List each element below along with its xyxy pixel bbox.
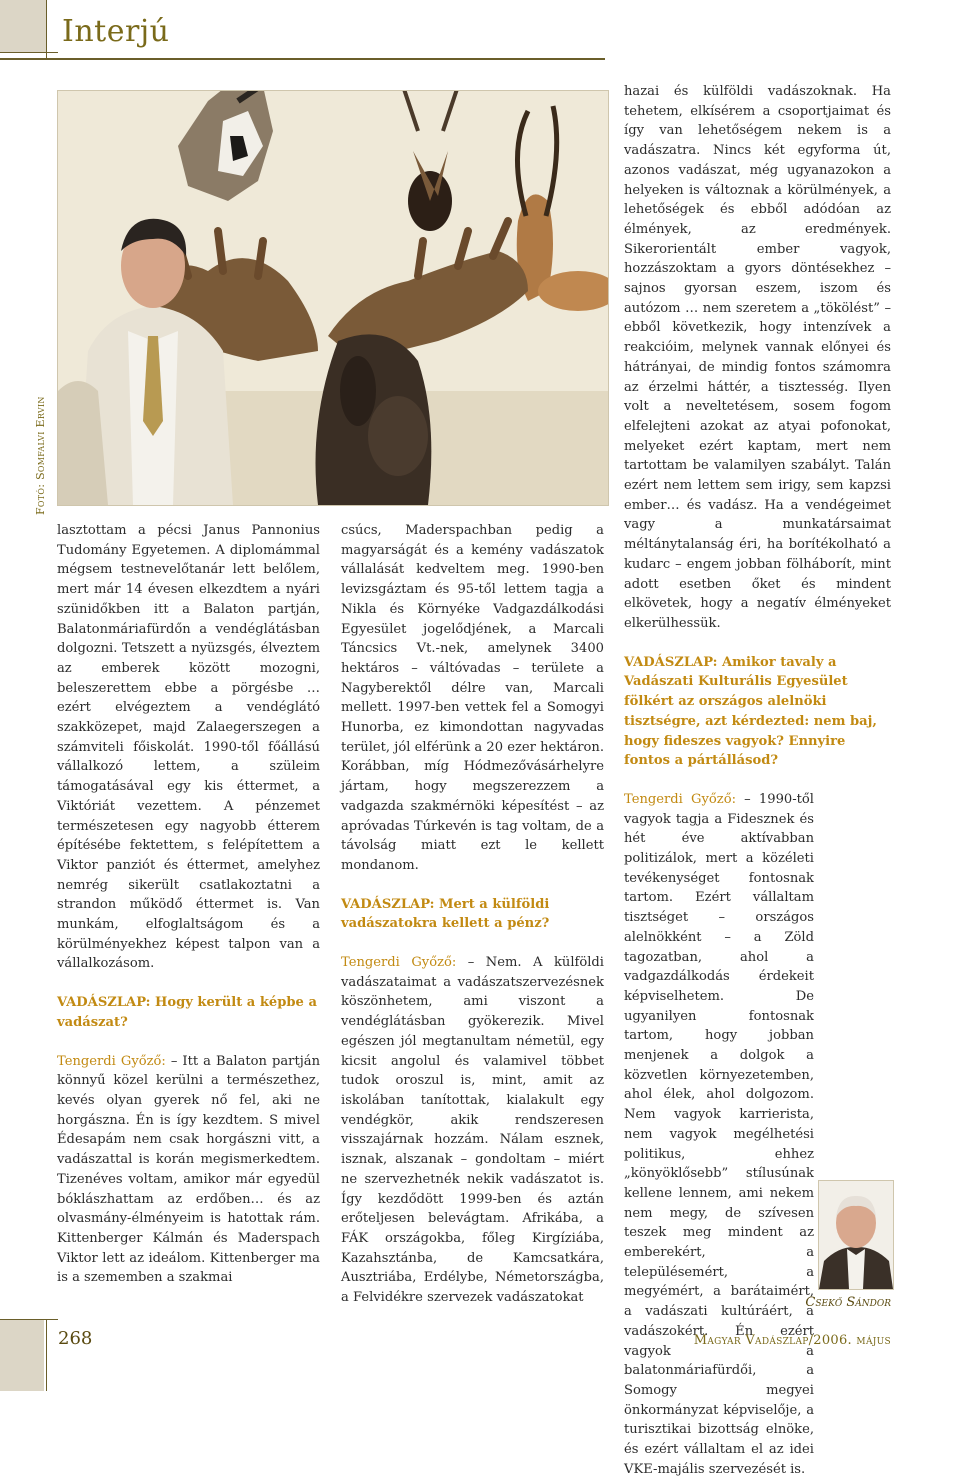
interview-answer bbox=[57, 1052, 320, 1288]
moose-head bbox=[316, 334, 432, 505]
interview-question: VADÁSZLAP: Hogy került a képbe a vadászat? bbox=[57, 995, 317, 1030]
answer-text: – Nem. A külföldi vadászataimat a vadászatszervezésnek köszönhetem, ami viszont a vendéglátásban gyökerezik. Mivel egészen jól megtanultam németül, egy kicsit angolul és valamivel többet tudok oroszul is, mint, amit az iskolában tanítottak, kialakult egy vendégkör, akik rendszeresen visszajárnak hozzám. Nálam esznek, isznak, alszanak – gondoltam – miért ne szervezhetnék nekik vadászatot is. Így kezdődött 1999-ben és aztán erőteljesen belevágtam. Afrikába, a FÁK országokba, főleg Kirgíziába, Kazahsztánba, de Kamcsatkára, Ausztriába, Erdélybe, Németországba, a Felvidékre szervezek vadászatokat bbox=[341, 955, 604, 1306]
footer-rule-vertical bbox=[46, 1319, 47, 1391]
answer-text: – 1990-től vagyok tagja a Fidesznek és hét éve aktívabban politizálok, mert a közéleti tevékenységet fontosnak tartom. Ezért vállaltam tisztséget – országos alelnökként – a Zöld tagozatban, ahol a vadgazdálkodás érdekeit képviselhetem. De ugyanilyen fontosnak tartom, hogy jobban menjenek a dolgok a közvetlen környezetemben, ahol élek, ahol dolgozom. Nem vagyok karrierista, nem vagyok megélhetési politikus, ehhez „könyöklősebb” stílusúnak kellene lennem, ami nekem nem megy, de szívesen teszek meg mindent az emberekért, a településemért, a megyémért, a barátaimért, a vadászati kultúráért, a vadászokért. Én ezért vagyok a balatonmáriafürdői, a Somogy megyei önkormányzat képviselője, a turisztikai bizottság elnöke, és ezért vállaltam el az idei VKE-majális szervezését is. bbox=[624, 791, 814, 1477]
paragraph: hazai és külföldi vadászoknak. Ha tehetem, elkísérem a csoportjaimat és így van lehetőségem nekem is a vadászatra. Nincs két egyforma út, azonos vadászat, még ugyanazokon a helyeken is változnak a körülmények, a lehetőségek és ebből adódóan az élmények, az eredmények. Sikerorientált ember vagyok, hozzászoktam a gyors döntésekhez – sajnos gyorsan eszem, iszom és autózom … nem szeretem a „tökölést” – ebből következik, hogy intenzívek a reakcióim, melynek vannak előnyei és hátrányai, de mindig fontos számomra az érzelmi háttér, a tisztesség. Ilyen volt a neveltetésem, sosem fogom elfelejteni azokat az atyai pofonokat, melyeket ezért kaptam, mert nem tartottam be valamilyen szabályt. Talán ezért nem lettem sem irigy, sem kapzsi ember… és vadász. Ha a vendégeimet vagy a munkatársaimat méltánytalanság éri, ha borítékolható a kudarc – engem jobban fölháborít, mint adott esetben őket és mindent elkövetek, hogy a negatív élményeket elkerülhessük. bbox=[624, 84, 891, 631]
interview-answer bbox=[341, 953, 604, 1308]
interview-question: VADÁSZLAP: Mert a külföldi vadászatokra kellett a pénz? bbox=[341, 896, 550, 932]
author-name: Csekő Sándor bbox=[805, 1295, 891, 1310]
interview-answer bbox=[624, 790, 814, 1480]
corner-rule-vertical bbox=[46, 0, 47, 58]
header-rule bbox=[0, 58, 605, 60]
speaker-name: Tengerdi Győző: bbox=[341, 955, 457, 971]
portrait-illustration bbox=[819, 1181, 893, 1289]
speaker-name: Tengerdi Győző: bbox=[624, 791, 736, 807]
hunting-trophy-photo bbox=[57, 90, 609, 506]
author-portrait bbox=[818, 1180, 894, 1290]
article-column-2 bbox=[341, 521, 604, 1308]
footer-rule-horizontal bbox=[0, 1319, 58, 1320]
footer-decoration bbox=[0, 1319, 44, 1391]
article-column-1 bbox=[57, 521, 320, 1288]
interview-question: VADÁSZLAP: Amikor tavaly a Vadászati Kulturális Egyesület fölkért az országos alelnöki tisztségre, azt kérdezted: nem baj, hogy fideszes vagyok? Ennyire fontos a pártállásod? bbox=[624, 654, 877, 769]
corner-rule-horizontal bbox=[0, 52, 58, 53]
trophy-photo-illustration bbox=[58, 91, 608, 505]
page-number: 268 bbox=[58, 1328, 93, 1349]
paragraph: lasztottam a pécsi Janus Pannonius Tudomány Egyetemen. A diplomámmal mégsem testnevelőtanár lett belőlem, mert már 14 évesen elkezdtem a nyári szünidőkben itt a Balaton partján, Balatonmáriafürdőn a vendéglátásban dolgozni. Tetszett a nyüzsgés, élveztem az emberek között mozogni, beleszerettem ebbe a pörgésbe … ezért elvégeztem a vendéglátó szakközepet, majd Zalaegerszegen a számviteli főiskolát. 1990-től főállású vállalkozó lettem, a szüleim támogatásával egy kis éttermet, a Viktóriát vezettem. A pénzemet természetesen egy nagyobb étterem építésébe fektettem, s felépítettem a Viktor panziót és éttermet, amelyhez nemrég sikerült csatlakoztatni a strandon működő éttermet is. Van munkám, elfoglaltságom és a körülményekhez képest talpon van a vállalkozásom. bbox=[57, 523, 320, 972]
section-title: Interjú bbox=[62, 14, 170, 49]
answer-text: – Itt a Balaton partján könnyű közel kerülni a természethez, kevés olyan gyerek nő fel, aki ne horgászna. Én is így kezdtem. S mivel Édesapám nem csak horgászni vitt, a vadászattal is korán megismerkedtem. Tizenéves voltam, amikor már egyedül bóklászhattam az erdőben… és az olvasmány-élményeim is hatottak rám. Kittenberger Kálmán és Maderspach Viktor lett az ideálom. Kittenberger ma is a szememben a szakmai bbox=[57, 1053, 321, 1286]
corner-decoration bbox=[0, 0, 46, 52]
publication-footer: Magyar Vadászlap/2006. május bbox=[693, 1333, 891, 1348]
paragraph: csúcs, Maderspachban pedig a magyarságát és a kemény vadászatok vállalását kedveltem meg. 1990-ben levizsgáztam és 95-től lettem tagja a Nikla és Környéke Vadgazdálkodási Egyesület jogelődjének, a Marcali Táncsics Vt.-nek, amelynek 3400 hektáros – váltóvadas – területe a Nagyberektől délre van, Marcali mellett. 1997-ben vettek fel a Somogyi Hunorba, ez kimondottan nagyvadas terület, jól elférünk a 20 ezer hektáron. Korábban, míg Hódmezővásárhelyre jártam, hogy megszerezzem a vadgazda szakmérnöki képesítést – az apróvadas Túrkevén is tag voltam, de a távolság miatt ezt le kellett mondanom. bbox=[341, 523, 604, 873]
speaker-name: Tengerdi Győző: bbox=[57, 1053, 166, 1069]
photo-credit: Fotó: Somfalvi Ervin bbox=[34, 396, 47, 515]
